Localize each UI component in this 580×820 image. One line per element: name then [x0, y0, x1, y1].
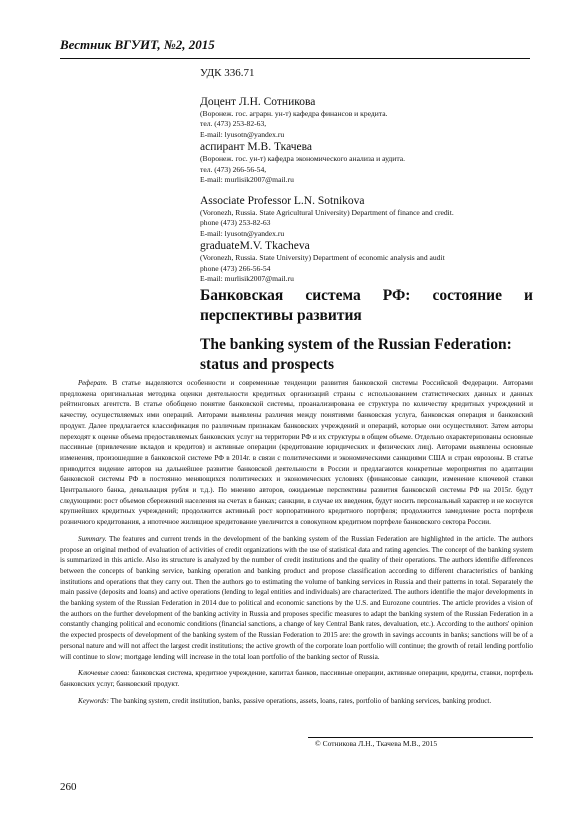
- author-email: E-mail: lyusotn@yandex.ru: [200, 129, 285, 139]
- keywords-ru-lead: Ключевые слова:: [78, 669, 130, 678]
- authors-en: [200, 194, 540, 284]
- author-affiliation: (Воронеж. гос. ун-т) кафедра экономического анализа и аудита.: [200, 154, 406, 164]
- abstracts: [60, 378, 533, 712]
- footnote-divider: [308, 737, 533, 738]
- author-name: Associate Professor L.N. Sotnikova: [200, 195, 365, 207]
- author-name: Доцент Л.Н. Сотникова: [200, 96, 316, 108]
- abstract-ru-text: В статье выделяются особенности и современные тенденции развития банковской системы Российской Федерации. Авторами предложена оригинальная методика оценки деятельности кредитных организаций страны с использованием статистических данных и данных рейтинговых агентств. В статье обобщено понятие банковской системы, проанализирована ее структура по количеству кредитных учреждений и качеству, осуществляемых ими операций. Авторами выявлены различия между понятиями банковская услуга, банковская операция и банковский продукт. Далее предлагается классификация по различным признакам банковских учреждений и операций, которые они осуществляют. Затем авторы переходят к оценке объема предоставляемых банковских услуг на территории РФ и их структуры в общем объеме. Отдельно охарактеризованы основные пассивные (привлечение вкладов и кредитов) и активные операции (кредитование юридических и физических лиц). Авторами выявлены основные изменения, произошедшие в банковской системе РФ в 2014г. в связи с политическими и экономическими санкциями США и стран еврозоны. В статье приводится видение авторов на дальнейшее развитие банковской деятельности в России и предлагаются конкретные мероприятия по адаптации банковской системы РФ в постоянно меняющихся политических и экономических условиях (финансовые санкции, изменение ключевой ставки Центрального банка, девальвация рубля и т.д.). По мнению авторов, ожидаемые перспективы развития банковской системы РФ на 2015г. будут следующими: рост объемов сбережений населения на счетах в банках; санкции, в случае их введения, будут носить персональный характер и не коснутся крупнейших кредитных учреждений; продолжится активный рост корпоративного кредитного портфеля; продолжится замедление роста портфеля розничного кредитования, а ипотечное жилищное кредитование увеличится в совокупном кредитном портфеле банковского сектора России.: [60, 379, 533, 527]
- author-affiliation: (Воронеж. гос. аграрн. ун-т) кафедра финансов и кредита.: [200, 109, 388, 118]
- author-en-2: [200, 239, 540, 284]
- title-word: Банковская: [200, 287, 284, 304]
- title-word: РФ:: [382, 287, 411, 304]
- abstract-ru-lead: Реферат.: [78, 379, 108, 387]
- udk-code: УДК 336.71: [200, 67, 255, 79]
- author-phone: phone (473) 253-82-63: [200, 218, 271, 228]
- title-word: и: [524, 287, 533, 304]
- author-email: E-mail: murlisik2007@mail.ru: [200, 175, 294, 185]
- author-email: E-mail: lyusotn@yandex.ru: [200, 228, 285, 238]
- author-name: аспирант М.В. Ткачева: [200, 141, 313, 154]
- author-phone: phone (473) 266-56-54: [200, 263, 271, 273]
- author-ru-2: [200, 140, 540, 185]
- author-affiliation: (Voronezh, Russia. State Agricultural University) Department of finance and credit.: [200, 208, 454, 217]
- author-affiliation: (Voronezh, Russia. State University) Department of economic analysis and audit: [200, 253, 445, 263]
- author-phone: тел. (473) 266-56-54,: [200, 164, 267, 174]
- keywords-en-text: The banking system, credit institution, banks, passive operations, assets, loans, rates, portfolio of banking services, banking product.: [110, 696, 492, 705]
- title-ru-line-2: перспективы развития: [200, 307, 362, 324]
- author-phone: тел. (473) 253-82-63,: [200, 119, 267, 129]
- summary-en: [60, 534, 533, 662]
- keywords-ru: [60, 668, 533, 689]
- title-word: система: [305, 287, 361, 304]
- keywords-ru-text: банковская система, кредитное учреждение, капитал банков, пассивные операции, активные операции, кредиты, ставки, портфель банковских услуг, банковский продукт.: [60, 669, 533, 688]
- author-ru-1: [200, 95, 540, 140]
- title-ru: [200, 286, 533, 326]
- title-en: The banking system of the Russian Federation: status and prospects: [200, 336, 512, 373]
- keywords-en-lead: Keywords:: [78, 696, 109, 705]
- summary-en-text: The features and current trends in the development of the banking system of the Russian Federation are highlighted in the article. The authors propose an original method of evaluation of activities of credit organizations with the use of statistical data and rating agencies. The concept of the banking system is summarized in this article. Also its structure is analyzed by the number of credit institutions and the quality of their operations. The authors identifie differences between the concepts of banking service, banking operation and banking product and propose classification according to different characteristics of banking institutions and operations that they carry out. Then the authors go to estimating the volume of banking services in Russia and their patterns in total. Separately the main passive (deposits and loans) and active operations (lending to legal entities and individuals) are characterized. The authors identifie the major developments in the banking system of the Russian Federation in 2014 due to political and economic sanctions by the U.S. and Eurozone countries. The article provides a vision of the authors on the further development of the banking activity in Russia and proposes specific measures to adapt the banking system of the Russian Federation in a constantly changing political and economic conditions (financial sanctions, a change of key Central Bank rates, devaluation, etc.). According to the authors' opinion the expected prospects of development of the banking system of the Russian Federation to 2015 are: the growth in savings accounts in banks; sanctions will be of a personal nature and will not affect the largest credit institutions; the active growth of the corporate loan portfolio will continue; the growth of retail lending portfolio will continue to slow; mortgage lending will increase in the total loan portfolio of the banking sector of Russia.: [60, 534, 533, 661]
- copyright: © Сотникова Л.Н., Ткачева М.В., 2015: [315, 739, 438, 748]
- author-name: graduateM.V. Tkacheva: [200, 240, 310, 253]
- keywords-en: [60, 696, 533, 707]
- page-number: 260: [60, 781, 77, 793]
- title-ru-line-1: [200, 286, 533, 306]
- author-en-1: [200, 194, 540, 239]
- authors-ru: [200, 95, 540, 185]
- author-email: E-mail: murlisik2007@mail.ru: [200, 274, 294, 284]
- title-word: состояние: [432, 287, 502, 304]
- abstract-ru: [60, 378, 533, 528]
- journal-header: Вестник ВГУИТ, №2, 2015: [60, 36, 530, 59]
- summary-en-lead: Summary.: [78, 534, 107, 543]
